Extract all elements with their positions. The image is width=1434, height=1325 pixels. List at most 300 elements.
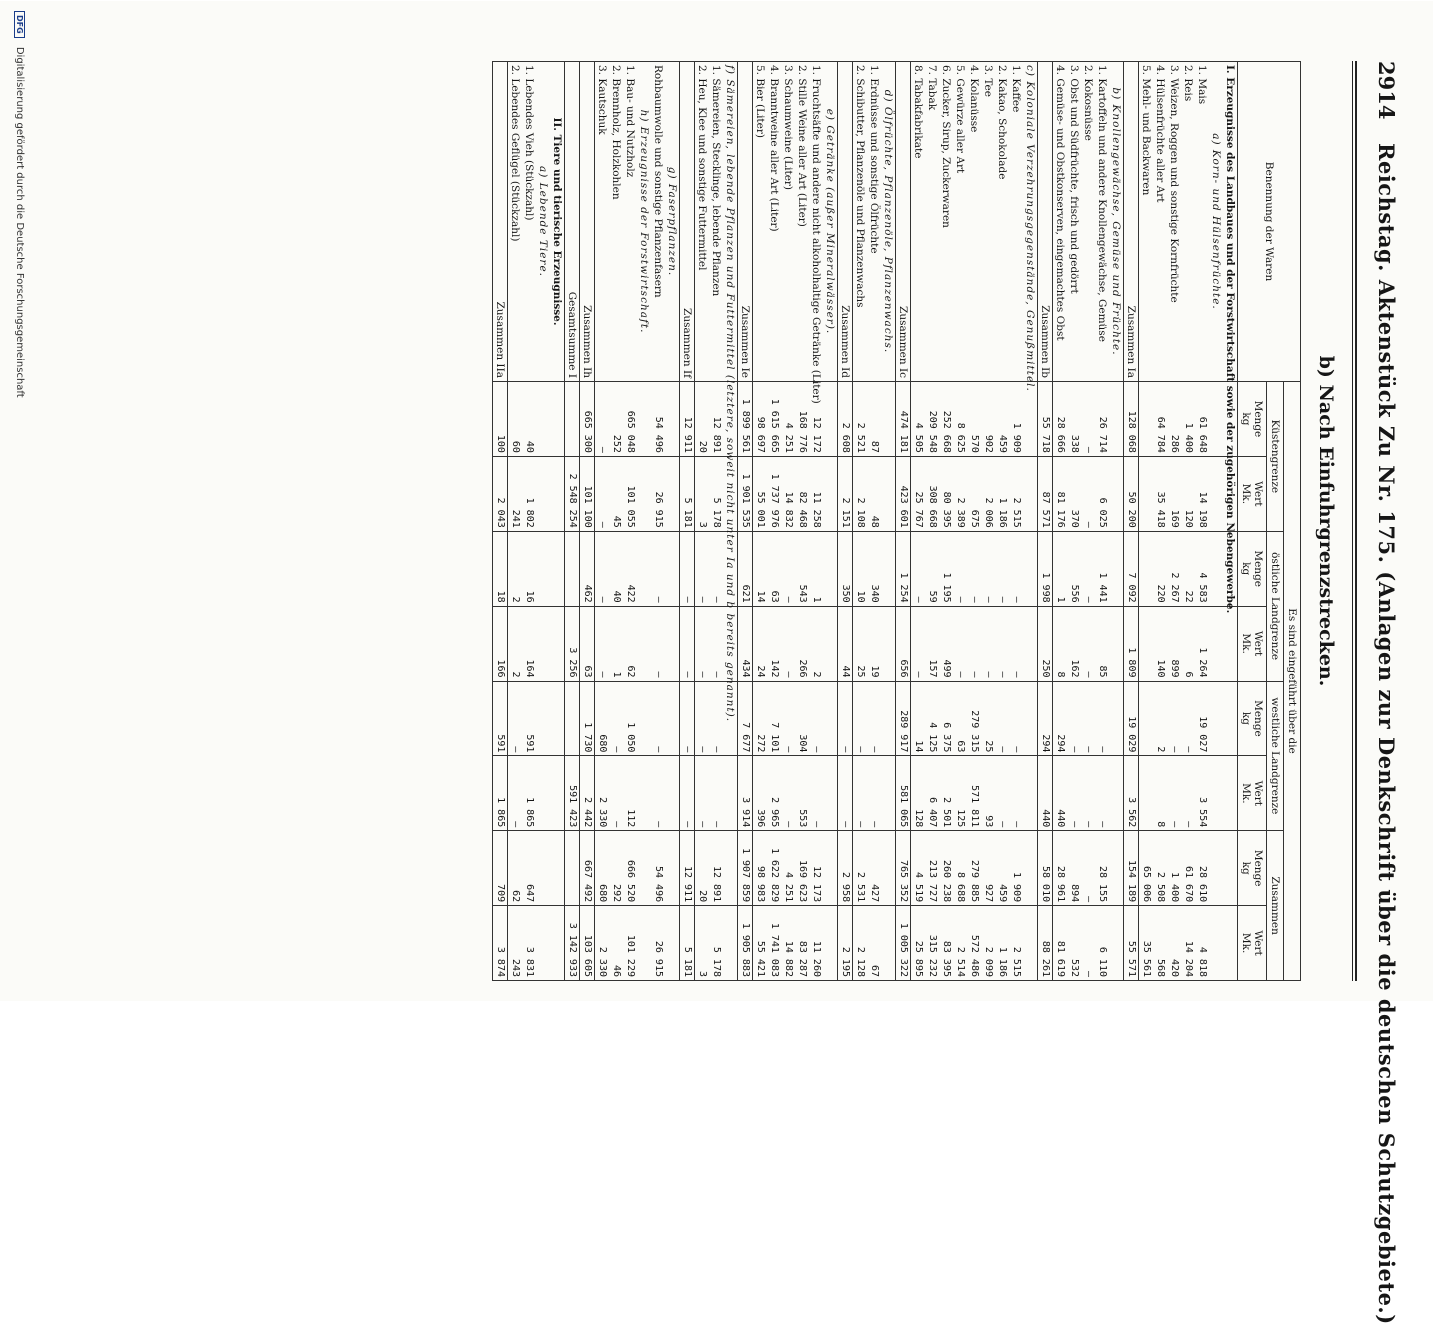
empty-cell	[723, 906, 738, 981]
menge-cell: 220	[1153, 531, 1167, 606]
wert-cell	[1139, 606, 1154, 681]
empty-cell	[1223, 831, 1238, 906]
row-label: I. Erzeugnisse des Landbaues und der Forstwirtschaft sowie der zugehörigen Nebengewerbe.	[1223, 62, 1238, 382]
section-row	[550, 62, 565, 981]
menge-cell: 7 092	[1124, 531, 1139, 606]
wert-cell: —	[595, 606, 610, 681]
import-table	[492, 61, 1301, 981]
wert-cell: 14 832	[781, 456, 795, 531]
empty-cell	[1209, 456, 1223, 531]
menge-cell: 2	[1153, 681, 1167, 756]
row-label: 1. Lebendes Vieh (Stückzahl)	[522, 62, 536, 382]
row-label: 8. Tabakfabrikate	[911, 62, 926, 382]
wert-cell: 2 965	[767, 756, 781, 831]
wert-cell: 35 561	[1139, 906, 1154, 981]
wert-cell: 2	[508, 606, 523, 681]
menge-cell: 462	[580, 531, 595, 606]
menge-cell: 304	[795, 681, 809, 756]
menge-cell: 1 254	[896, 531, 911, 606]
menge-cell: 294	[1038, 681, 1053, 756]
row-label: b) Knollengewächse, Gemüse und Früchte.	[1109, 62, 1124, 382]
wert-cell: 83 287	[795, 906, 809, 981]
row-label: 2. Stille Weine aller Art (Liter)	[795, 62, 809, 382]
menge-cell: 1 998	[1038, 531, 1053, 606]
menge-cell: 14	[911, 681, 926, 756]
empty-cell	[881, 531, 896, 606]
menge-cell: —	[867, 681, 881, 756]
wert-cell: 553	[795, 756, 809, 831]
wert-cell: 11 260	[809, 906, 823, 981]
menge-cell: 18	[493, 531, 508, 606]
row-label: 3. Tee	[981, 62, 995, 382]
wert-cell: —	[680, 606, 695, 681]
section-row	[1209, 62, 1223, 981]
wert-cell	[1139, 756, 1154, 831]
wert-cell: 101 229	[623, 906, 637, 981]
wert-cell: 55 001	[753, 456, 768, 531]
menge-cell: 12 911	[680, 831, 695, 906]
kg-label: kg	[1240, 711, 1252, 725]
menge-cell: 22	[1181, 531, 1195, 606]
empty-cell	[1209, 756, 1223, 831]
menge-kg-header	[1238, 382, 1267, 457]
menge-cell: 665 300	[580, 382, 595, 457]
table-row	[1053, 62, 1068, 981]
menge-cell: —	[695, 531, 710, 606]
table-row	[1195, 62, 1209, 981]
empty-cell	[665, 906, 680, 981]
menge-cell: —	[809, 681, 823, 756]
menge-kg-header	[1238, 531, 1267, 606]
menge-cell: 12 172	[809, 382, 823, 457]
menge-cell: 1 899 561	[738, 382, 753, 457]
row-label: 4. Hülsenfrüchte aller Art	[1153, 62, 1167, 382]
wert-cell: —	[1009, 756, 1023, 831]
empty-cell	[1109, 531, 1124, 606]
empty-cell	[637, 831, 651, 906]
empty-cell	[881, 906, 896, 981]
wert-mk-header	[1238, 756, 1267, 831]
wert-cell: 899	[1167, 606, 1181, 681]
menge-cell: —	[981, 531, 995, 606]
wert-cell: 142	[767, 606, 781, 681]
wert-cell: 103 605	[580, 906, 595, 981]
wert-cell: 6 110	[1095, 906, 1109, 981]
empty-cell	[536, 906, 550, 981]
menge-cell: 154 189	[1124, 831, 1139, 906]
menge-label: Menge	[1252, 700, 1264, 737]
wert-cell: 67	[867, 906, 881, 981]
menge-cell: 1 615 665	[767, 382, 781, 457]
empty-cell	[550, 906, 565, 981]
empty-cell	[637, 681, 651, 756]
menge-cell: —	[595, 531, 610, 606]
menge-cell: —	[967, 531, 981, 606]
menge-cell: —	[651, 531, 665, 606]
wert-cell: 675	[967, 456, 981, 531]
wert-cell: 1 809	[1124, 606, 1139, 681]
menge-cell: 4 125	[925, 681, 939, 756]
wert-cell: 4 818	[1195, 906, 1209, 981]
empty-cell	[1109, 831, 1124, 906]
total-row	[1124, 62, 1139, 981]
menge-cell: 1 622 829	[767, 831, 781, 906]
menge-cell: 60	[508, 382, 523, 457]
menge-cell: —	[1167, 681, 1181, 756]
menge-cell: 279 885	[967, 831, 981, 906]
wert-cell: 93	[981, 756, 995, 831]
empty-cell	[1223, 756, 1238, 831]
menge-cell: 28 666	[1053, 382, 1068, 457]
wert-cell: —	[651, 756, 665, 831]
menge-cell: 894	[1067, 831, 1081, 906]
mk-label: Mk.	[1240, 783, 1252, 804]
empty-cell	[823, 906, 838, 981]
table-row	[853, 62, 868, 981]
row-label: 7. Tabak	[925, 62, 939, 382]
total-row	[493, 62, 508, 981]
wert-cell: 308 668	[925, 456, 939, 531]
row-label: Zusammen IIa	[493, 62, 508, 382]
menge-cell: 55 718	[1038, 382, 1053, 457]
wert-cell: 591 423	[565, 756, 580, 831]
table-row	[1167, 62, 1181, 981]
wert-cell: 656	[896, 606, 911, 681]
menge-cell: 1 441	[1095, 531, 1109, 606]
section-row	[723, 62, 738, 981]
total-row	[896, 62, 911, 981]
menge-cell: —	[1081, 531, 1095, 606]
wert-cell: —	[838, 756, 853, 831]
empty-cell	[550, 382, 565, 457]
menge-cell: 100	[493, 382, 508, 457]
menge-cell: 12 173	[809, 831, 823, 906]
wert-cell: 2 514	[953, 906, 967, 981]
table-row	[953, 62, 967, 981]
row-label: 2. Kakao, Schokolade	[995, 62, 1009, 382]
row-label: 1. Fruchtsäfte und andere nicht alkoholhaltige Getränke (Liter)	[809, 62, 823, 382]
wert-cell: 3	[695, 906, 710, 981]
wert-cell: 25 767	[911, 456, 926, 531]
menge-cell: 169 623	[795, 831, 809, 906]
empty-cell	[1023, 906, 1038, 981]
empty-cell	[637, 382, 651, 457]
menge-cell: 28 961	[1053, 831, 1068, 906]
wert-cell: 3 874	[493, 906, 508, 981]
menge-cell: 98 697	[753, 382, 768, 457]
wert-cell: 85	[1095, 606, 1109, 681]
menge-cell: —	[995, 531, 1009, 606]
row-label: 3. Obst und Südfrüchte, frisch und gedörrt	[1067, 62, 1081, 382]
wert-cell: 25	[853, 606, 868, 681]
menge-cell: 1 050	[623, 681, 637, 756]
kg-label: kg	[1240, 412, 1252, 426]
menge-cell: 1 730	[580, 681, 595, 756]
row-label: 2. Reis	[1181, 62, 1195, 382]
menge-cell: 1	[809, 531, 823, 606]
empty-cell	[1209, 606, 1223, 681]
wert-cell: 2 515	[1009, 906, 1023, 981]
empty-cell	[823, 831, 838, 906]
wert-cell: 3 554	[1195, 756, 1209, 831]
menge-cell: 58 010	[1038, 831, 1053, 906]
row-label: c) Koloniale Verzehrungsgegenstände, Genußmittel.	[1023, 62, 1038, 382]
menge-label: Menge	[1252, 400, 1264, 438]
empty-cell	[881, 831, 896, 906]
empty-cell	[665, 606, 680, 681]
menge-cell: 294	[1053, 681, 1068, 756]
empty-cell	[1023, 756, 1038, 831]
menge-cell: 54 496	[651, 831, 665, 906]
footer-text: Digitalisierung gefördert durch die Deutsche Forschungsgemeinschaft	[14, 46, 25, 398]
wert-cell: 434	[738, 606, 753, 681]
empty-cell	[1109, 681, 1124, 756]
row-label: Zusammen Ib	[1038, 62, 1053, 382]
menge-cell: 16	[522, 531, 536, 606]
wert-cell: 2 548 254	[565, 456, 580, 531]
table-row	[651, 62, 665, 981]
empty-cell	[1109, 606, 1124, 681]
dfg-logo: DFG	[14, 11, 25, 38]
menge-cell: 28 610	[1195, 831, 1209, 906]
wert-cell: 5 181	[680, 456, 695, 531]
wert-cell: 423 601	[896, 456, 911, 531]
wert-cell: 87 571	[1038, 456, 1053, 531]
menge-cell: 2 521	[853, 382, 868, 457]
empty-cell	[823, 681, 838, 756]
menge-cell: 12 891	[709, 831, 723, 906]
row-label: 4. Kolanüsse	[967, 62, 981, 382]
menge-cell: —	[1181, 681, 1195, 756]
wert-cell: 63	[580, 606, 595, 681]
menge-cell: 474 181	[896, 382, 911, 457]
menge-cell: 10	[853, 531, 868, 606]
empty-cell	[665, 681, 680, 756]
menge-cell: 4 505	[911, 382, 926, 457]
menge-cell: 4 251	[781, 382, 795, 457]
wert-cell: 166	[493, 606, 508, 681]
menge-cell: 289 917	[896, 681, 911, 756]
menge-cell: 427	[867, 831, 881, 906]
wert-cell: 6 025	[1095, 456, 1109, 531]
menge-cell: 340	[867, 531, 881, 606]
menge-cell: 65 006	[1139, 831, 1154, 906]
menge-kg-header	[1238, 831, 1267, 906]
wert-cell: 88 261	[1038, 906, 1053, 981]
table-row	[753, 62, 768, 981]
wert-cell: 440	[1053, 756, 1068, 831]
wert-cell: —	[995, 606, 1009, 681]
menge-cell: 7 677	[738, 681, 753, 756]
wert-cell: 157	[925, 606, 939, 681]
wert-cell: 8	[1153, 756, 1167, 831]
menge-cell	[565, 681, 580, 756]
menge-cell: 621	[738, 531, 753, 606]
table-row	[925, 62, 939, 981]
wert-cell: 572 486	[967, 906, 981, 981]
wert-cell: 44	[838, 606, 853, 681]
section-row	[1109, 62, 1124, 981]
total-row	[1038, 62, 1053, 981]
wert-cell: 25 895	[911, 906, 926, 981]
menge-cell: 647	[522, 831, 536, 906]
wert-cell: —	[695, 606, 710, 681]
empty-cell	[637, 531, 651, 606]
wert-cell: 2 099	[981, 906, 995, 981]
empty-cell	[1209, 382, 1223, 457]
row-label: Zusammen If	[680, 62, 695, 382]
wert-cell: 80 395	[939, 456, 953, 531]
wert-cell	[1139, 456, 1154, 531]
menge-cell: 459	[995, 831, 1009, 906]
wert-cell: 1 186	[995, 906, 1009, 981]
wert-cell: 19	[867, 606, 881, 681]
wert-cell: —	[1081, 606, 1095, 681]
menge-cell: 7 101	[767, 681, 781, 756]
wert-cell: —	[680, 756, 695, 831]
menge-cell: —	[1095, 681, 1109, 756]
empty-cell	[881, 681, 896, 756]
menge-cell: 14	[753, 531, 768, 606]
wert-cell: —	[651, 606, 665, 681]
mk-label: Mk.	[1240, 932, 1252, 954]
menge-cell: 61 648	[1195, 382, 1209, 457]
menge-cell: 543	[795, 531, 809, 606]
wert-cell: —	[508, 756, 523, 831]
menge-cell: 1 909	[1009, 382, 1023, 457]
section-row	[665, 62, 680, 981]
menge-cell: 8 688	[953, 831, 967, 906]
menge-cell: —	[1081, 382, 1095, 457]
wert-cell: 169	[1167, 456, 1181, 531]
row-label: 4. Branntweine aller Art (Liter)	[767, 62, 781, 382]
wert-cell: 3 914	[738, 756, 753, 831]
row-label: Zusammen Ia	[1124, 62, 1139, 382]
page-header	[1365, 61, 1405, 1325]
empty-cell	[550, 756, 565, 831]
menge-cell	[565, 382, 580, 457]
table-row	[1009, 62, 1023, 981]
menge-cell: 666 520	[623, 831, 637, 906]
menge-cell	[1139, 681, 1154, 756]
empty-cell	[665, 756, 680, 831]
empty-cell	[637, 906, 651, 981]
empty-cell	[550, 831, 565, 906]
kg-label: kg	[1240, 562, 1252, 576]
table-row	[609, 62, 623, 981]
menge-cell: 252	[609, 382, 623, 457]
wert-cell: —	[1081, 906, 1095, 981]
row-label: 4. Gemüse- und Obstkonserven, eingemachtes Obst	[1053, 62, 1068, 382]
section-row	[536, 62, 550, 981]
wert-cell: 499	[939, 606, 953, 681]
wert-cell: —	[595, 456, 610, 531]
row-label: 1. Kartoffeln und andere Knollengewächse, Gemüse	[1095, 62, 1109, 382]
empty-cell	[823, 456, 838, 531]
row-label: Zusammen Id	[838, 62, 853, 382]
page-title: Reichstag. Aktenstück Zu Nr. 175. (Anlagen zur Denkschrift über die deutschen Schutzgebiete.)	[1374, 143, 1399, 1325]
wert-cell: 2 515	[1009, 456, 1023, 531]
menge-cell: 63	[767, 531, 781, 606]
empty-cell	[665, 382, 680, 457]
menge-cell: —	[695, 681, 710, 756]
menge-cell: 168 776	[795, 382, 809, 457]
wert-cell: 1 865	[522, 756, 536, 831]
menge-cell: 667 492	[580, 831, 595, 906]
wert-cell: —	[867, 756, 881, 831]
wert-cell: 1 005 322	[896, 906, 911, 981]
wert-cell: 2 501	[939, 756, 953, 831]
empty-cell	[536, 756, 550, 831]
empty-cell	[881, 606, 896, 681]
empty-cell	[1023, 456, 1038, 531]
table-row	[867, 62, 881, 981]
menge-cell: 19 029	[1124, 681, 1139, 756]
menge-cell: 8 625	[953, 382, 967, 457]
table-row	[767, 62, 781, 981]
menge-cell: 279 315	[967, 681, 981, 756]
menge-cell: 209 548	[925, 382, 939, 457]
wert-cell: 35 418	[1153, 456, 1167, 531]
menge-cell: —	[1009, 681, 1023, 756]
wert-cell: 55 421	[753, 906, 768, 981]
menge-cell	[565, 531, 580, 606]
menge-cell: —	[781, 681, 795, 756]
wert-label: Wert	[1252, 481, 1264, 507]
document-page	[0, 1, 1433, 1325]
menge-cell: 59	[925, 531, 939, 606]
wert-cell: 2 151	[838, 456, 853, 531]
menge-cell: —	[680, 681, 695, 756]
menge-cell: 338	[1067, 382, 1081, 457]
empty-cell	[1109, 456, 1124, 531]
table-row	[981, 62, 995, 981]
wert-cell: 46	[609, 906, 623, 981]
wert-cell: 1 186	[995, 456, 1009, 531]
row-label: Zusammen Ih	[580, 62, 595, 382]
wert-mk-header	[1238, 906, 1267, 981]
empty-cell	[1209, 831, 1223, 906]
wert-cell: 2 330	[595, 756, 610, 831]
table-row	[522, 62, 536, 981]
table-row	[995, 62, 1009, 981]
menge-cell: 556	[1067, 531, 1081, 606]
row-label: 3. Kautschuk	[595, 62, 610, 382]
empty-cell	[536, 531, 550, 606]
wert-cell: 315 232	[925, 906, 939, 981]
total-row	[680, 62, 695, 981]
table-row	[809, 62, 823, 981]
header-rule-thin	[1352, 61, 1353, 981]
empty-cell	[536, 456, 550, 531]
menge-cell: 902	[981, 382, 995, 457]
menge-cell: 213 727	[925, 831, 939, 906]
menge-cell: 422	[623, 531, 637, 606]
empty-cell	[823, 382, 838, 457]
row-label: 2. Heu, Klee und sonstige Futtermittel	[695, 62, 710, 382]
wert-cell: 2 330	[595, 906, 610, 981]
row-label: a) Korn- und Hülsenfrüchte.	[1209, 62, 1223, 382]
wert-cell: —	[981, 606, 995, 681]
row-label: 6. Zucker, Sirup, Zuckerwaren	[939, 62, 953, 382]
empty-cell	[665, 531, 680, 606]
wert-cell: 3 256	[565, 606, 580, 681]
empty-cell	[637, 756, 651, 831]
wert-cell: 62	[623, 606, 637, 681]
menge-cell: —	[853, 681, 868, 756]
menge-cell: 40	[522, 382, 536, 457]
menge-cell: 260 238	[939, 831, 953, 906]
